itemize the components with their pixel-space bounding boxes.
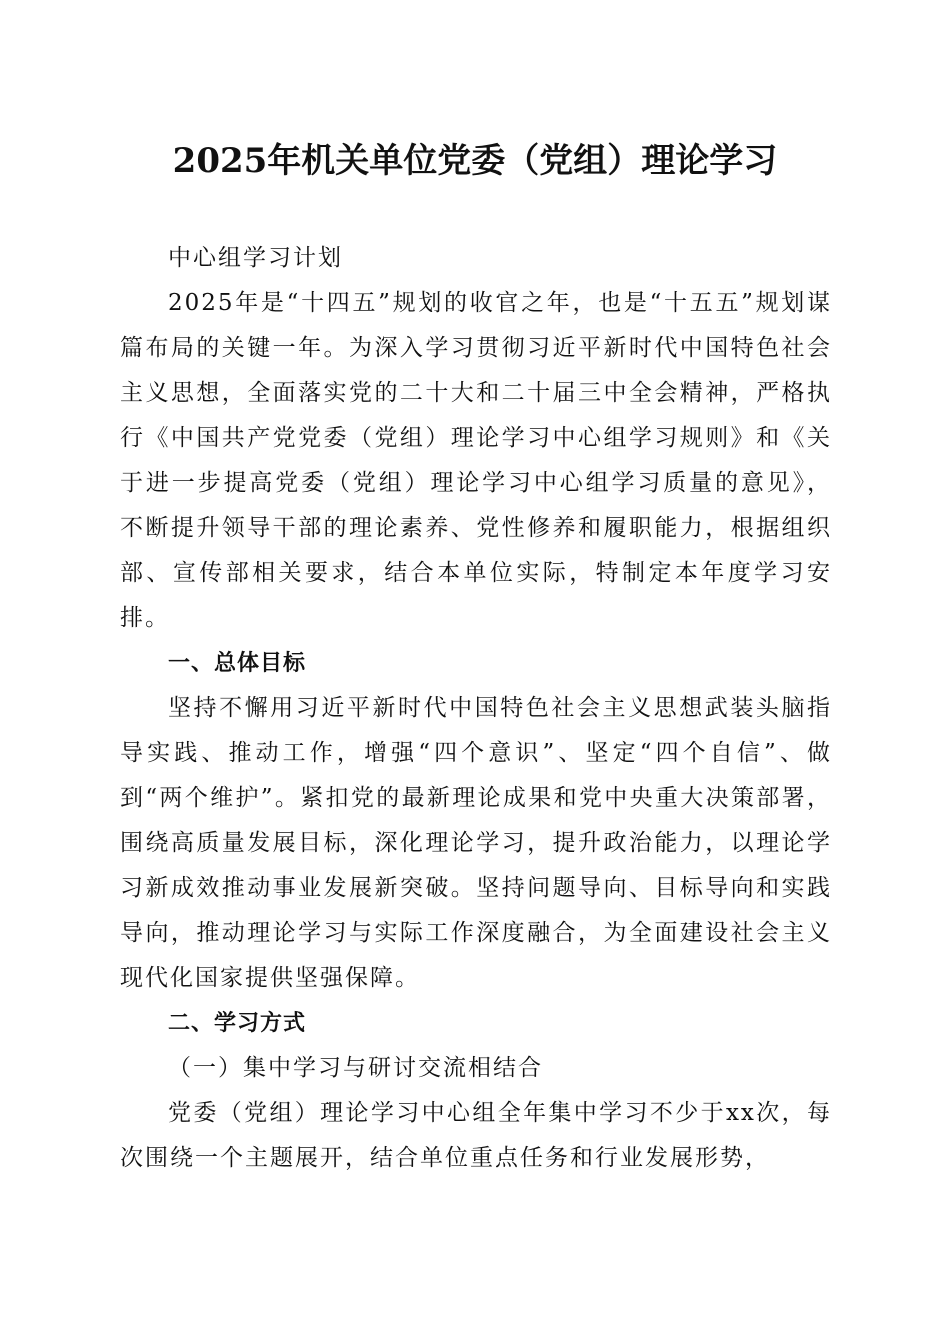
document-title: 2025年机关单位党委（党组）理论学习 (172, 141, 778, 181)
document-body (120, 236, 832, 1181)
section-heading-learning-methods: 二、学习方式 (168, 1011, 307, 1036)
subtitle-line: 中心组学习计划 (168, 245, 343, 271)
overall-goal-paragraph: 坚持不懈用习近平新时代中国特色社会主义思想武装头脑指导实践、推动工作，增强“四个意识”、坚定“四个自信”、做到“两个维护”。紧扣党的最新理论成果和党中央重大决策部署，围绕高质量发展目标，深化理论学习，提升政治能力，以理论学习新成效推动事业发展新突破。坚持问题导向、目标导向和实践导向，推动理论学习与实际工作深度融合，为全面建设社会主义现代化国家提供坚强保障。 (120, 695, 832, 991)
centralized-learning-paragraph: 党委（党组）理论学习中心组全年集中学习不少于xx次，每次围绕一个主题展开，结合单位重点任务和行业发展形势， (120, 1100, 832, 1171)
section-heading-overall-goal: 一、总体目标 (168, 651, 307, 676)
subsection-heading-centralized-learning: （一）集中学习与研讨交流相结合 (168, 1055, 543, 1081)
intro-paragraph: 2025年是“十四五”规划的收官之年，也是“十五五”规划谋篇布局的关键一年。为深入学习贯彻习近平新时代中国特色社会主义思想，全面落实党的二十大和二十届三中全会精神，严格执行《中国共产党党委（党组）理论学习中心组学习规则》和《关于进一步提高党委（党组）理论学习中心组学习质量的意见》，不断提升领导干部的理论素养、党性修养和履职能力，根据组织部、宣传部相关要求，结合本单位实际，特制定本年度学习安排。 (120, 290, 832, 631)
